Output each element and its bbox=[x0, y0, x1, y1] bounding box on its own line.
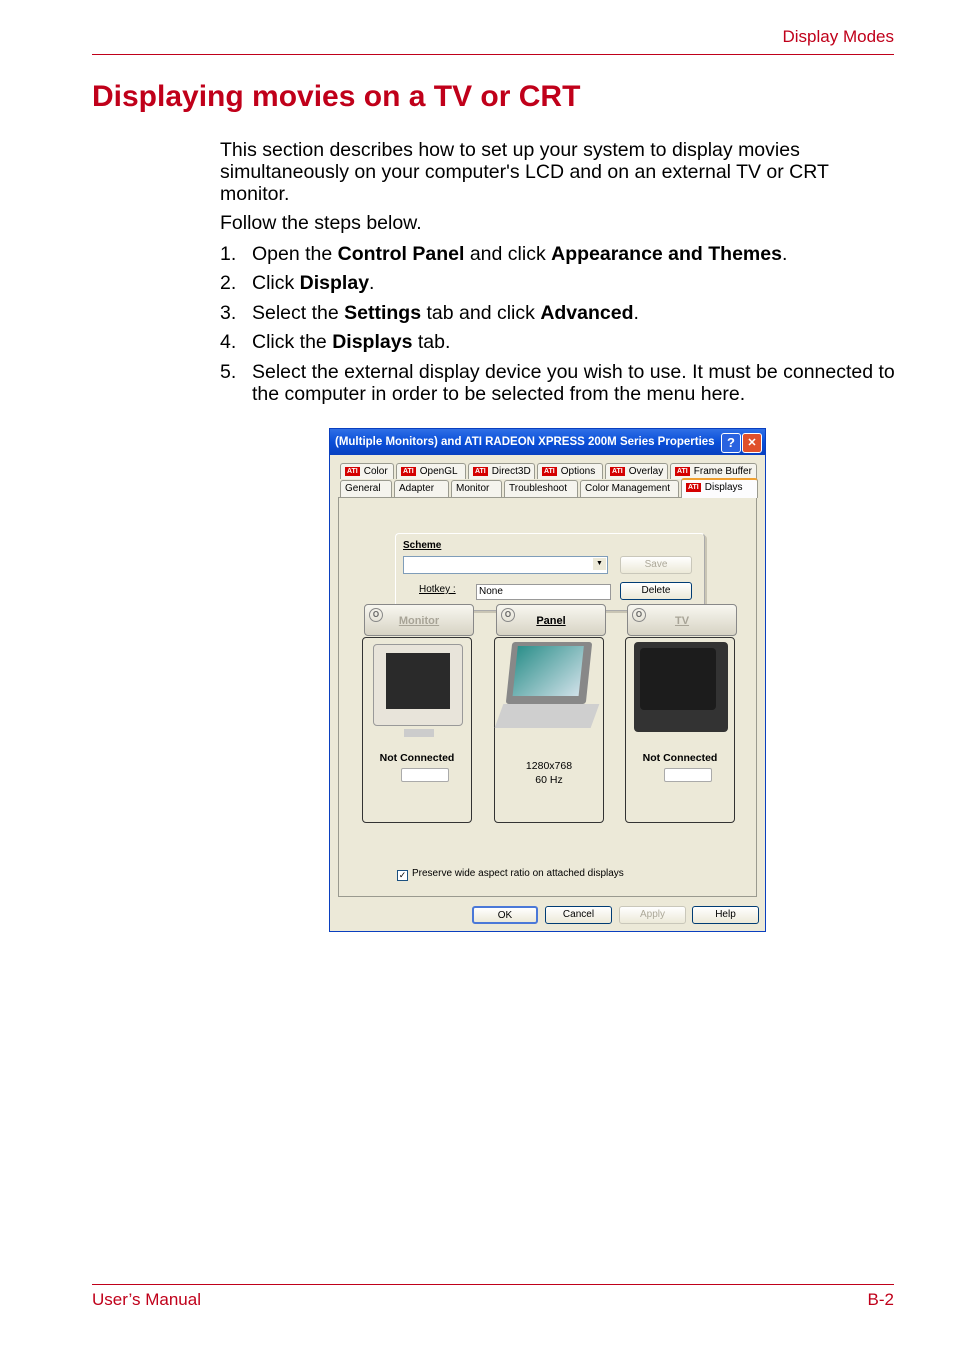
dialog-titlebar bbox=[330, 429, 765, 455]
ati-logo-icon: ATI bbox=[475, 468, 486, 475]
device-card-panel[interactable] bbox=[494, 637, 604, 823]
step-text: Select the Settings tab and click Advanced. bbox=[252, 302, 639, 324]
power-icon: O bbox=[369, 608, 383, 622]
scheme-label: Scheme bbox=[403, 540, 442, 551]
follow-text: Follow the steps below. bbox=[220, 212, 422, 234]
tab-overlay[interactable]: ATI Overlay bbox=[605, 463, 668, 479]
close-icon[interactable]: ✕ bbox=[742, 433, 762, 453]
step-text: Click the Displays tab. bbox=[252, 331, 451, 353]
scheme-dropdown[interactable] bbox=[403, 556, 608, 574]
tab-frame-buffer[interactable]: ATI Frame Buffer bbox=[670, 463, 757, 479]
tab-troubleshoot[interactable]: Troubleshoot bbox=[504, 480, 578, 497]
tab-direct3d[interactable]: ATI Direct3D bbox=[468, 463, 535, 479]
step-4 bbox=[220, 331, 900, 353]
chevron-down-icon[interactable]: ▼ bbox=[593, 558, 606, 570]
device-card-monitor[interactable] bbox=[362, 637, 472, 823]
ati-logo-icon: ATI bbox=[612, 468, 623, 475]
step-number: 1. bbox=[220, 243, 237, 265]
step-number: 5. bbox=[220, 361, 237, 383]
tab-monitor[interactable]: Monitor bbox=[451, 480, 502, 497]
step-2 bbox=[220, 272, 900, 294]
device-status: 1280x768 bbox=[525, 760, 573, 772]
scheme-group bbox=[395, 533, 705, 611]
footer-rule bbox=[92, 1284, 894, 1285]
step-text: Select the external display device you wish to use. It must be connected to the computer in order to be selected from the menu here. bbox=[252, 361, 895, 405]
ui-term: Appearance and Themes bbox=[551, 243, 782, 265]
footer-page-number: B-2 bbox=[867, 1290, 894, 1309]
save-button[interactable]: Save bbox=[620, 556, 692, 574]
preserve-aspect-label: Preserve wide aspect ratio on attached displays bbox=[412, 868, 624, 879]
ui-term: Display bbox=[299, 272, 370, 294]
step-1 bbox=[220, 243, 900, 265]
intro-paragraph: This section describes how to set up your system to display movies simultaneously on your computer's LCD and on an external TV or CRT monitor. bbox=[220, 139, 829, 205]
tab-general[interactable]: General bbox=[340, 480, 392, 497]
preserve-aspect-checkbox[interactable]: ✓ bbox=[398, 870, 407, 880]
ui-term: Advanced bbox=[540, 302, 634, 324]
cable-icon bbox=[664, 768, 712, 782]
page-title: Displaying movies on a TV or CRT bbox=[92, 80, 581, 113]
tab-options[interactable]: ATI Options bbox=[537, 463, 603, 479]
hotkey-label: Hotkey : bbox=[419, 584, 456, 595]
displays-tab-panel bbox=[338, 497, 757, 897]
help-icon[interactable]: ? bbox=[721, 433, 741, 453]
step-5 bbox=[220, 361, 900, 405]
cancel-button[interactable]: Cancel bbox=[545, 906, 612, 924]
footer-manual: User’s Manual bbox=[92, 1290, 201, 1309]
ok-button[interactable]: OK bbox=[472, 906, 538, 924]
step-3 bbox=[220, 302, 900, 324]
tab-opengl[interactable]: ATI OpenGL bbox=[396, 463, 466, 479]
tab-color[interactable]: ATI Color bbox=[340, 463, 394, 479]
properties-dialog bbox=[329, 428, 766, 932]
tab-color-management[interactable]: Color Management bbox=[580, 480, 679, 497]
running-header: Display Modes bbox=[782, 27, 894, 46]
help-button[interactable]: Help bbox=[692, 906, 759, 924]
header-rule bbox=[92, 54, 894, 55]
step-text: Open the Control Panel and click Appearance and Themes. bbox=[252, 243, 788, 265]
hotkey-input[interactable]: None bbox=[476, 584, 611, 600]
cable-icon bbox=[401, 768, 449, 782]
device-refresh: 60 Hz bbox=[535, 774, 563, 786]
ui-term: Settings bbox=[344, 302, 422, 324]
ati-logo-icon: ATI bbox=[403, 468, 414, 475]
device-status: Not Connected bbox=[642, 752, 718, 764]
ui-term: Control Panel bbox=[337, 243, 465, 265]
delete-button[interactable]: Delete bbox=[620, 582, 692, 600]
ati-logo-icon: ATI bbox=[688, 484, 699, 491]
device-toggle-panel[interactable]: O Panel bbox=[496, 604, 606, 636]
ui-term: Displays bbox=[332, 331, 413, 353]
ati-logo-icon: ATI bbox=[544, 468, 555, 475]
ati-logo-icon: ATI bbox=[347, 468, 358, 475]
tab-adapter[interactable]: Adapter bbox=[394, 480, 449, 497]
apply-button[interactable]: Apply bbox=[619, 906, 686, 924]
power-icon: O bbox=[501, 608, 515, 622]
step-number: 2. bbox=[220, 272, 237, 294]
power-icon: O bbox=[632, 608, 646, 622]
step-number: 3. bbox=[220, 302, 237, 324]
device-toggle-tv[interactable]: O TV bbox=[627, 604, 737, 636]
dialog-title: (Multiple Monitors) and ATI RADEON XPRESS 200M Series Properties bbox=[335, 436, 715, 448]
step-number: 4. bbox=[220, 331, 237, 353]
step-text: Click Display. bbox=[252, 272, 375, 294]
tab-displays[interactable]: ATI Displays bbox=[681, 478, 758, 498]
ati-logo-icon: ATI bbox=[677, 468, 688, 475]
device-card-tv[interactable] bbox=[625, 637, 735, 823]
device-status: Not Connected bbox=[379, 752, 455, 764]
device-toggle-monitor[interactable]: O Monitor bbox=[364, 604, 474, 636]
